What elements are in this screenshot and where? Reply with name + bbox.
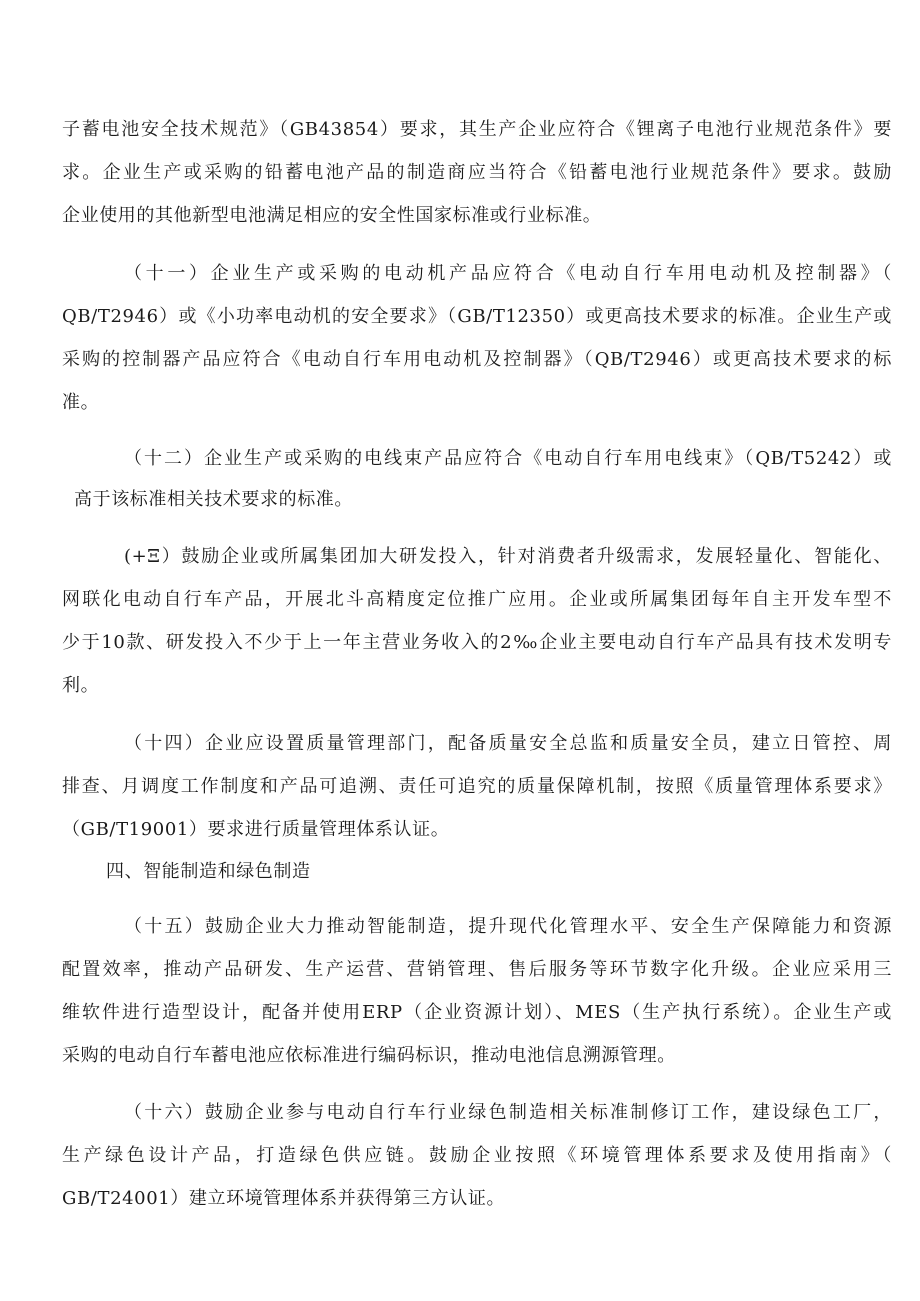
text-line: 维软件进行造型设计，配备并使用ERP（企业资源计划）、MES（生产执行系统）。企业生产或	[62, 1002, 892, 1023]
text-line: 采购的电动自行车蓄电池应依标准进行编码标识，推动电池信息溯源管理。	[62, 1045, 676, 1066]
text-line: 生产绿色设计产品，打造绿色供应链。鼓励企业按照《环境管理体系要求及使用指南》（	[62, 1145, 892, 1166]
text-line: GB/T24001）建立环境管理体系并获得第三方认证。	[62, 1188, 506, 1209]
text-line: (+Ξ）鼓励企业或所属集团加大研发投入，针对消费者升级需求，发展轻量化、智能化、	[124, 546, 892, 567]
text-line: （十六）鼓励企业参与电动自行车行业绿色制造相关标准制修订工作，建设绿色工厂，	[124, 1102, 892, 1123]
text-line: 求。企业生产或采购的铅蓄电池产品的制造商应当符合《铅蓄电池行业规范条件》要求。鼓励	[62, 162, 892, 183]
text-line: 企业使用的其他新型电池满足相应的安全性国家标准或行业标准。	[62, 205, 602, 226]
text-line: （十五）鼓励企业大力推动智能制造，提升现代化管理水平、安全生产保障能力和资源	[124, 916, 892, 937]
text-line: 网联化电动自行车产品，开展北斗高精度定位推广应用。企业或所属集团每年自主开发车型不	[62, 589, 892, 610]
section-heading: 四、智能制造和绿色制造	[106, 861, 311, 882]
text-line: （GB/T19001）要求进行质量管理体系认证。	[62, 819, 450, 840]
text-line: QB/T2946）或《小功率电动机的安全要求》（GB/T12350）或更高技术要求的标准。企业生产或	[62, 306, 892, 327]
text-line: 采购的控制器产品应符合《电动自行车用电动机及控制器》（QB/T2946）或更高技术要求的标	[62, 349, 892, 370]
text-line: （十一）企业生产或采购的电动机产品应符合《电动自行车用电动机及控制器》（	[124, 263, 892, 284]
text-line: 排查、月调度工作制度和产品可追溯、责任可追究的质量保障机制，按照《质量管理体系要求》	[62, 776, 892, 797]
text-line: 子蓄电池安全技术规范》（GB43854）要求，其生产企业应符合《锂离子电池行业规范条件》要	[62, 119, 892, 140]
text-line: （十四）企业应设置质量管理部门，配备质量安全总监和质量安全员，建立日管控、周	[124, 733, 892, 754]
text-line: 利。	[62, 675, 100, 696]
text-line: （十二）企业生产或采购的电线束产品应符合《电动自行车用电线束》（QB/T5242）或	[124, 448, 892, 469]
text-line: 高于该标准相关技术要求的标准。	[74, 489, 353, 510]
text-line: 配置效率，推动产品研发、生产运营、营销管理、售后服务等环节数字化升级。企业应采用三	[62, 959, 892, 980]
text-line: 准。	[62, 392, 100, 413]
text-line: 少于10款、研发投入不少于上一年主营业务收入的2‰企业主要电动自行车产品具有技术发明专	[62, 632, 892, 653]
